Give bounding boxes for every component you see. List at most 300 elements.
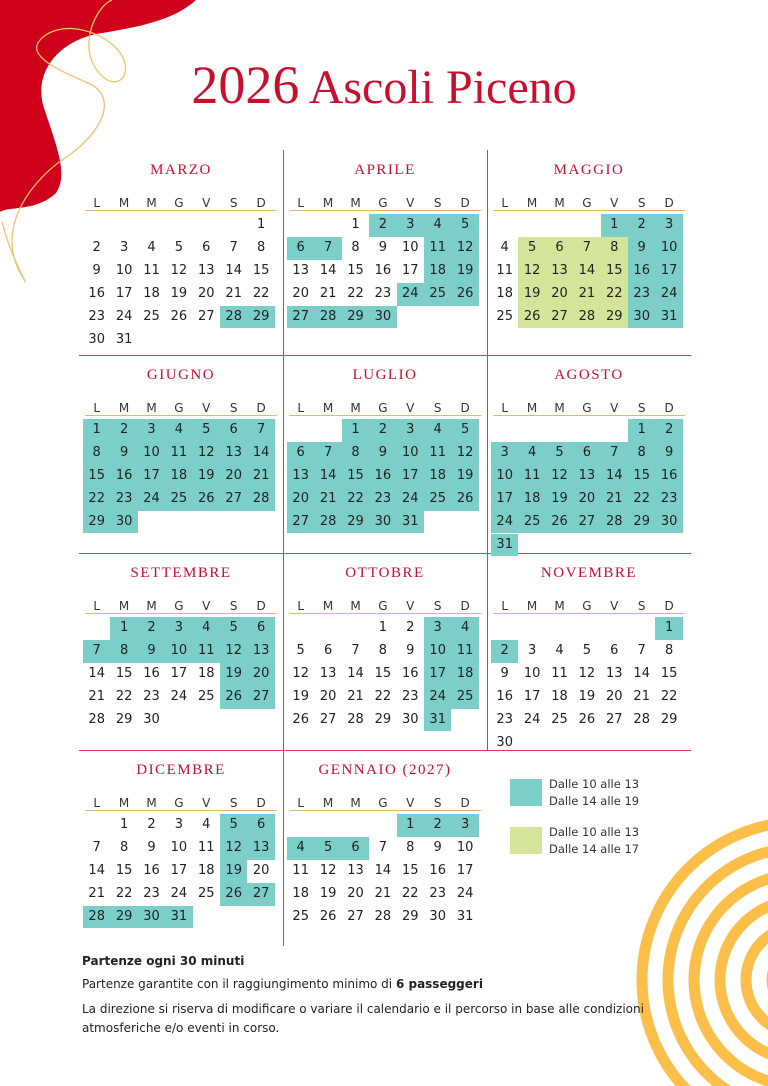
weekday-label: D — [256, 196, 266, 210]
calendar-day: 11 — [292, 862, 309, 878]
weekday-label: M — [350, 196, 361, 210]
calendar-day: 21 — [573, 283, 600, 306]
weekday-label: V — [202, 796, 211, 810]
calendar-day: 23 — [374, 285, 392, 301]
calendar-day: 17 — [397, 465, 424, 488]
calendar-day: 1 — [342, 419, 369, 442]
month-calendar — [283, 355, 487, 551]
calendar-day: 27 — [247, 686, 274, 709]
calendar-day: 28 — [314, 306, 341, 329]
calendar-day: 15 — [342, 465, 369, 488]
calendar-day: 19 — [220, 663, 247, 686]
calendar-day: 2 — [491, 640, 518, 663]
month-name: LUGLIO — [352, 367, 418, 383]
calendar-day: 3 — [174, 817, 184, 832]
calendar-day: 10 — [456, 839, 474, 855]
calendar-day: 5 — [296, 642, 305, 658]
title-year: 2026 — [191, 55, 300, 115]
weekday-underline — [493, 210, 685, 211]
calendar-day: 4 — [147, 239, 156, 255]
weekday-label: D — [460, 196, 470, 210]
calendar-day: 22 — [115, 688, 133, 704]
calendar-day: 18 — [496, 285, 513, 301]
calendar-day: 22 — [342, 488, 369, 511]
weekday-label: M — [554, 196, 565, 210]
calendar-day: 18 — [143, 285, 160, 301]
calendar-day: 7 — [573, 237, 600, 260]
calendar-day: 9 — [147, 839, 156, 855]
calendar-day: 12 — [220, 640, 247, 663]
weekday-label: G — [378, 196, 388, 210]
calendar-day: 3 — [491, 442, 518, 465]
weekday-label: S — [637, 599, 646, 613]
weekday-label: G — [174, 599, 184, 613]
calendar-day: 4 — [193, 617, 220, 640]
calendar-day: 3 — [451, 814, 478, 837]
calendar-day: 24 — [523, 711, 541, 727]
calendar-day: 5 — [518, 237, 545, 260]
calendar-day: 30 — [429, 908, 446, 924]
calendar-day: 8 — [256, 239, 266, 255]
calendar-day: 30 — [655, 511, 682, 534]
calendar-day: 6 — [610, 642, 619, 658]
calendar-day: 23 — [143, 688, 160, 704]
calendar-day: 13 — [546, 260, 573, 283]
calendar-day: 11 — [424, 237, 451, 260]
month-calendar — [487, 355, 691, 551]
calendar-day: 3 — [138, 419, 165, 442]
month-calendar — [487, 553, 691, 749]
calendar-day: 28 — [573, 306, 600, 329]
calendar-day: 26 — [518, 306, 545, 329]
calendar-day: 9 — [110, 442, 137, 465]
weekday-label: D — [256, 599, 266, 613]
weekday-label: G — [378, 401, 388, 415]
calendar-day: 17 — [655, 260, 682, 283]
weekday-label: S — [229, 796, 238, 810]
calendar-day: 13 — [319, 665, 337, 681]
calendar-day: 17 — [491, 488, 518, 511]
month-name: APRILE — [354, 162, 416, 178]
month-calendar — [79, 750, 283, 946]
disclaimer-note: La direzione si riserva di modificare o variare il calendario e il percorso in base alle condizioni atmosferiche e/o eventi in corso. — [82, 1002, 644, 1035]
calendar-day: 12 — [170, 262, 188, 278]
calendar-day: 30 — [369, 511, 396, 534]
calendar-day: 18 — [198, 665, 215, 681]
calendar-day: 19 — [578, 688, 596, 704]
calendar-day: 26 — [292, 711, 309, 727]
calendar-day: 17 — [402, 262, 419, 278]
calendar-day: 24 — [655, 283, 682, 306]
weekday-label: L — [501, 401, 509, 415]
calendar-day: 14 — [374, 862, 392, 878]
title-city: Ascoli Piceno — [308, 61, 577, 114]
calendar-day: 26 — [220, 686, 247, 709]
weekday-underline — [289, 810, 481, 811]
calendar-day: 1 — [628, 419, 655, 442]
weekday-label: L — [93, 196, 101, 210]
calendar-day: 5 — [220, 814, 247, 837]
calendar-day: 27 — [220, 488, 247, 511]
calendar-day: 31 — [456, 908, 474, 924]
legend-swatch-teal — [510, 779, 542, 806]
calendar-day: 15 — [83, 465, 110, 488]
calendar-day: 2 — [92, 239, 101, 255]
month-name: DICEMBRE — [136, 762, 226, 778]
calendar-day: 14 — [347, 665, 364, 681]
calendar-day: 16 — [374, 262, 392, 278]
month-calendar — [283, 150, 487, 346]
calendar-day: 19 — [292, 688, 309, 704]
calendar-day: 8 — [351, 239, 360, 255]
calendar-day: 2 — [147, 817, 156, 832]
calendar-day: 12 — [319, 862, 337, 878]
weekday-underline — [85, 810, 277, 811]
calendar-day: 13 — [247, 640, 274, 663]
weekday-label: M — [118, 796, 130, 810]
calendar-day: 5 — [193, 419, 220, 442]
month-name: MAGGIO — [553, 162, 625, 178]
weekday-underline — [289, 415, 481, 416]
weekday-label: M — [526, 401, 538, 415]
calendar-day: 3 — [424, 617, 451, 640]
weekday-label: M — [322, 401, 334, 415]
calendar-day: 9 — [138, 640, 165, 663]
calendar-day: 23 — [110, 488, 137, 511]
calendar-day: 9 — [655, 442, 682, 465]
calendar-day: 9 — [628, 237, 655, 260]
calendar-day: 17 — [424, 663, 451, 686]
calendar-day: 31 — [115, 331, 133, 347]
calendar-day: 7 — [92, 839, 101, 855]
calendar-day: 27 — [287, 306, 314, 329]
calendar-day: 28 — [601, 511, 628, 534]
calendar-day: 20 — [287, 488, 314, 511]
calendar-day: 8 — [406, 839, 415, 855]
calendar-day: 21 — [601, 488, 628, 511]
weekday-label: V — [202, 599, 211, 613]
calendar-day: 22 — [402, 885, 419, 901]
legend-line: Dalle 14 alle 19 — [549, 794, 640, 808]
legend-text-lime — [549, 824, 639, 858]
calendar-day: 13 — [220, 442, 247, 465]
month-name: MARZO — [150, 162, 212, 178]
calendar-day: 2 — [424, 814, 451, 837]
calendar-day: 7 — [247, 419, 274, 442]
calendar-day: 21 — [319, 285, 337, 301]
calendar-day: 7 — [351, 642, 360, 658]
calendar-day: 16 — [369, 465, 396, 488]
calendar-day: 2 — [110, 419, 137, 442]
weekday-label: V — [202, 401, 211, 415]
weekday-label: L — [501, 196, 509, 210]
weekday-underline — [493, 613, 685, 614]
calendar-day: 2 — [138, 617, 165, 640]
calendar-day: 25 — [424, 488, 451, 511]
month-calendar — [79, 553, 283, 749]
legend-line: Dalle 10 alle 13 — [549, 825, 640, 839]
calendar-day: 28 — [347, 711, 364, 727]
calendar-day: 27 — [347, 908, 364, 924]
calendar-day: 7 — [314, 237, 341, 260]
weekday-label: D — [256, 796, 266, 810]
calendar-day: 17 — [170, 862, 188, 878]
calendar-day: 14 — [88, 665, 105, 681]
calendar-day: 1 — [378, 620, 388, 635]
calendar-day: 19 — [170, 285, 188, 301]
calendar-day: 20 — [606, 688, 623, 704]
weekday-underline — [85, 613, 277, 614]
calendar-day: 29 — [342, 306, 369, 329]
calendar-day: 28 — [314, 511, 341, 534]
calendar-day: 4 — [500, 239, 509, 255]
legend-line: Dalle 14 alle 17 — [549, 842, 640, 856]
calendar-day: 13 — [198, 262, 215, 278]
calendar-day: 4 — [555, 642, 564, 658]
calendar-day: 2 — [369, 419, 396, 442]
weekday-underline — [289, 613, 481, 614]
calendar-day: 10 — [402, 239, 419, 255]
calendar-day: 1 — [655, 617, 682, 640]
calendar-day: 23 — [402, 688, 419, 704]
weekday-label: V — [406, 401, 415, 415]
weekday-label: S — [229, 599, 238, 613]
calendar-day: 31 — [165, 906, 192, 929]
calendar-day: 1 — [110, 617, 137, 640]
month-calendar — [283, 553, 487, 749]
calendar-day: 12 — [451, 237, 478, 260]
calendar-day: 14 — [633, 665, 650, 681]
weekday-underline — [289, 210, 481, 211]
calendar-day: 9 — [433, 839, 442, 855]
calendar-day: 14 — [573, 260, 600, 283]
calendar-day: 10 — [655, 237, 682, 260]
calendar-day: 6 — [202, 239, 211, 255]
calendar-day: 14 — [88, 862, 105, 878]
calendar-day: 4 — [202, 817, 211, 832]
calendar-day: 23 — [655, 488, 682, 511]
calendar-day: 15 — [115, 862, 133, 878]
weekday-label: G — [582, 196, 592, 210]
month-name: OTTOBRE — [345, 565, 425, 581]
calendar-day: 21 — [88, 688, 105, 704]
calendar-day: 8 — [119, 839, 129, 855]
calendar-day: 13 — [606, 665, 623, 681]
weekday-label: L — [297, 796, 305, 810]
month-calendar — [283, 750, 487, 946]
calendar-day: 11 — [424, 442, 451, 465]
calendar-day: 8 — [342, 442, 369, 465]
weekday-label: L — [297, 196, 305, 210]
calendar-day: 11 — [165, 442, 192, 465]
calendar-day: 30 — [496, 734, 513, 750]
calendar-day: 10 — [115, 262, 133, 278]
calendar-day: 13 — [573, 465, 600, 488]
weekday-label: V — [406, 599, 415, 613]
calendar-day: 15 — [628, 465, 655, 488]
calendar-day: 3 — [527, 642, 537, 658]
calendar-day: 16 — [429, 862, 446, 878]
calendar-day: 1 — [397, 814, 424, 837]
calendar-day: 23 — [628, 283, 655, 306]
calendar-day: 4 — [451, 617, 478, 640]
calendar-day: 23 — [369, 488, 396, 511]
calendar-day: 23 — [496, 711, 513, 727]
calendar-day: 29 — [660, 711, 678, 727]
weekday-label: M — [322, 196, 334, 210]
month-name: GENNAIO (2027) — [318, 762, 452, 778]
weekday-label: M — [118, 196, 130, 210]
calendar-day: 12 — [292, 665, 309, 681]
calendar-day: 24 — [397, 488, 424, 511]
calendar-day: 19 — [193, 465, 220, 488]
calendar-day: 8 — [378, 642, 388, 658]
calendar-day: 29 — [83, 511, 110, 534]
calendar-day: 22 — [347, 285, 364, 301]
calendar-day: 24 — [397, 283, 424, 306]
calendar-day: 1 — [119, 817, 129, 832]
calendar-day: 8 — [83, 442, 110, 465]
calendar-day: 28 — [247, 488, 274, 511]
calendar-day: 19 — [451, 260, 478, 283]
month-calendar — [79, 355, 283, 551]
calendar-day: 28 — [374, 908, 392, 924]
calendar-day: 4 — [424, 419, 451, 442]
weekday-label: M — [118, 599, 130, 613]
calendar-day: 10 — [523, 665, 541, 681]
calendar-day: 24 — [456, 885, 474, 901]
calendar-day: 11 — [193, 640, 220, 663]
weekday-label: M — [350, 599, 361, 613]
calendar-day: 29 — [342, 511, 369, 534]
calendar-day: 7 — [314, 442, 341, 465]
calendar-day: 20 — [546, 283, 573, 306]
weekday-label: L — [93, 401, 101, 415]
weekday-label: G — [174, 196, 184, 210]
calendar-day: 10 — [170, 839, 188, 855]
calendar-day: 24 — [170, 885, 188, 901]
calendar-day: 12 — [220, 837, 247, 860]
calendar-day: 25 — [496, 308, 513, 324]
calendar-day: 14 — [319, 262, 337, 278]
calendar-day: 30 — [143, 711, 160, 727]
calendar-day: 19 — [319, 885, 337, 901]
weekday-label: G — [582, 599, 592, 613]
calendar-day: 8 — [110, 640, 137, 663]
calendar-day: 16 — [402, 665, 419, 681]
calendar-day: 13 — [292, 262, 309, 278]
calendar-day: 15 — [252, 262, 270, 278]
weekday-label: L — [297, 599, 305, 613]
calendar-day: 18 — [165, 465, 192, 488]
weekday-label: M — [350, 401, 361, 415]
month-calendar — [79, 150, 283, 346]
calendar-day: 27 — [198, 308, 215, 324]
calendar-day: 2 — [369, 214, 396, 237]
calendar-day: 16 — [143, 862, 160, 878]
calendar-day: 18 — [292, 885, 309, 901]
calendar-day: 16 — [143, 665, 160, 681]
calendar-day: 21 — [225, 285, 242, 301]
weekday-label: L — [297, 401, 305, 415]
calendar-day: 12 — [451, 442, 478, 465]
calendar-day: 3 — [655, 214, 682, 237]
footer-notes — [82, 954, 692, 1038]
calendar-day: 20 — [252, 862, 270, 878]
calendar-day: 9 — [92, 262, 101, 278]
month-name: AGOSTO — [554, 367, 624, 383]
weekday-label: M — [350, 796, 361, 810]
calendar-day: 28 — [88, 711, 105, 727]
calendar-day: 18 — [424, 465, 451, 488]
calendar-day: 14 — [314, 465, 341, 488]
calendar-day: 29 — [115, 711, 133, 727]
weekday-label: M — [526, 599, 538, 613]
calendar-day: 22 — [628, 488, 655, 511]
calendar-day: 25 — [451, 686, 478, 709]
calendar-day: 25 — [198, 688, 215, 704]
weekday-label: V — [406, 196, 415, 210]
calendar-day: 22 — [83, 488, 110, 511]
calendar-day: 3 — [397, 419, 424, 442]
calendar-day: 12 — [193, 442, 220, 465]
calendar-day: 20 — [347, 885, 364, 901]
calendar-day: 27 — [606, 711, 623, 727]
calendar-day: 22 — [660, 688, 678, 704]
calendar-day: 18 — [424, 260, 451, 283]
weekday-label: M — [118, 401, 130, 415]
calendar-day: 9 — [369, 442, 396, 465]
month-name: SETTEMBRE — [130, 565, 232, 581]
calendar-day: 17 — [115, 285, 133, 301]
calendar-day: 27 — [573, 511, 600, 534]
calendar-day: 15 — [402, 862, 419, 878]
weekday-label: D — [664, 401, 674, 415]
calendar-day: 8 — [628, 442, 655, 465]
weekday-label: L — [93, 796, 101, 810]
calendar-day: 6 — [323, 642, 333, 658]
weekday-underline — [493, 415, 685, 416]
calendar-day: 2 — [406, 620, 415, 635]
calendar-day: 30 — [402, 711, 419, 727]
calendar-day: 23 — [429, 885, 446, 901]
calendar-day: 28 — [633, 711, 650, 727]
calendar-day: 3 — [119, 239, 129, 255]
calendar-day: 7 — [229, 239, 238, 255]
calendar-day: 19 — [546, 488, 573, 511]
weekday-label: M — [554, 401, 565, 415]
calendar-day: 20 — [247, 663, 274, 686]
calendar-day: 30 — [138, 906, 165, 929]
calendar-day: 21 — [347, 688, 364, 704]
calendar-day: 6 — [287, 442, 314, 465]
calendar-day: 31 — [491, 534, 518, 557]
weekday-underline — [85, 415, 277, 416]
calendar-day: 10 — [424, 640, 451, 663]
calendar-day: 16 — [110, 465, 137, 488]
calendar-day: 26 — [170, 308, 188, 324]
calendar-day: 31 — [655, 306, 682, 329]
calendar-day: 6 — [573, 442, 600, 465]
weekday-label: V — [610, 401, 619, 415]
weekday-label: D — [664, 599, 674, 613]
calendar-day: 30 — [88, 331, 105, 347]
calendar-day: 6 — [342, 837, 369, 860]
calendar-day: 13 — [287, 465, 314, 488]
calendar-day: 27 — [319, 711, 337, 727]
calendar-day: 4 — [165, 419, 192, 442]
calendar-day: 30 — [110, 511, 137, 534]
